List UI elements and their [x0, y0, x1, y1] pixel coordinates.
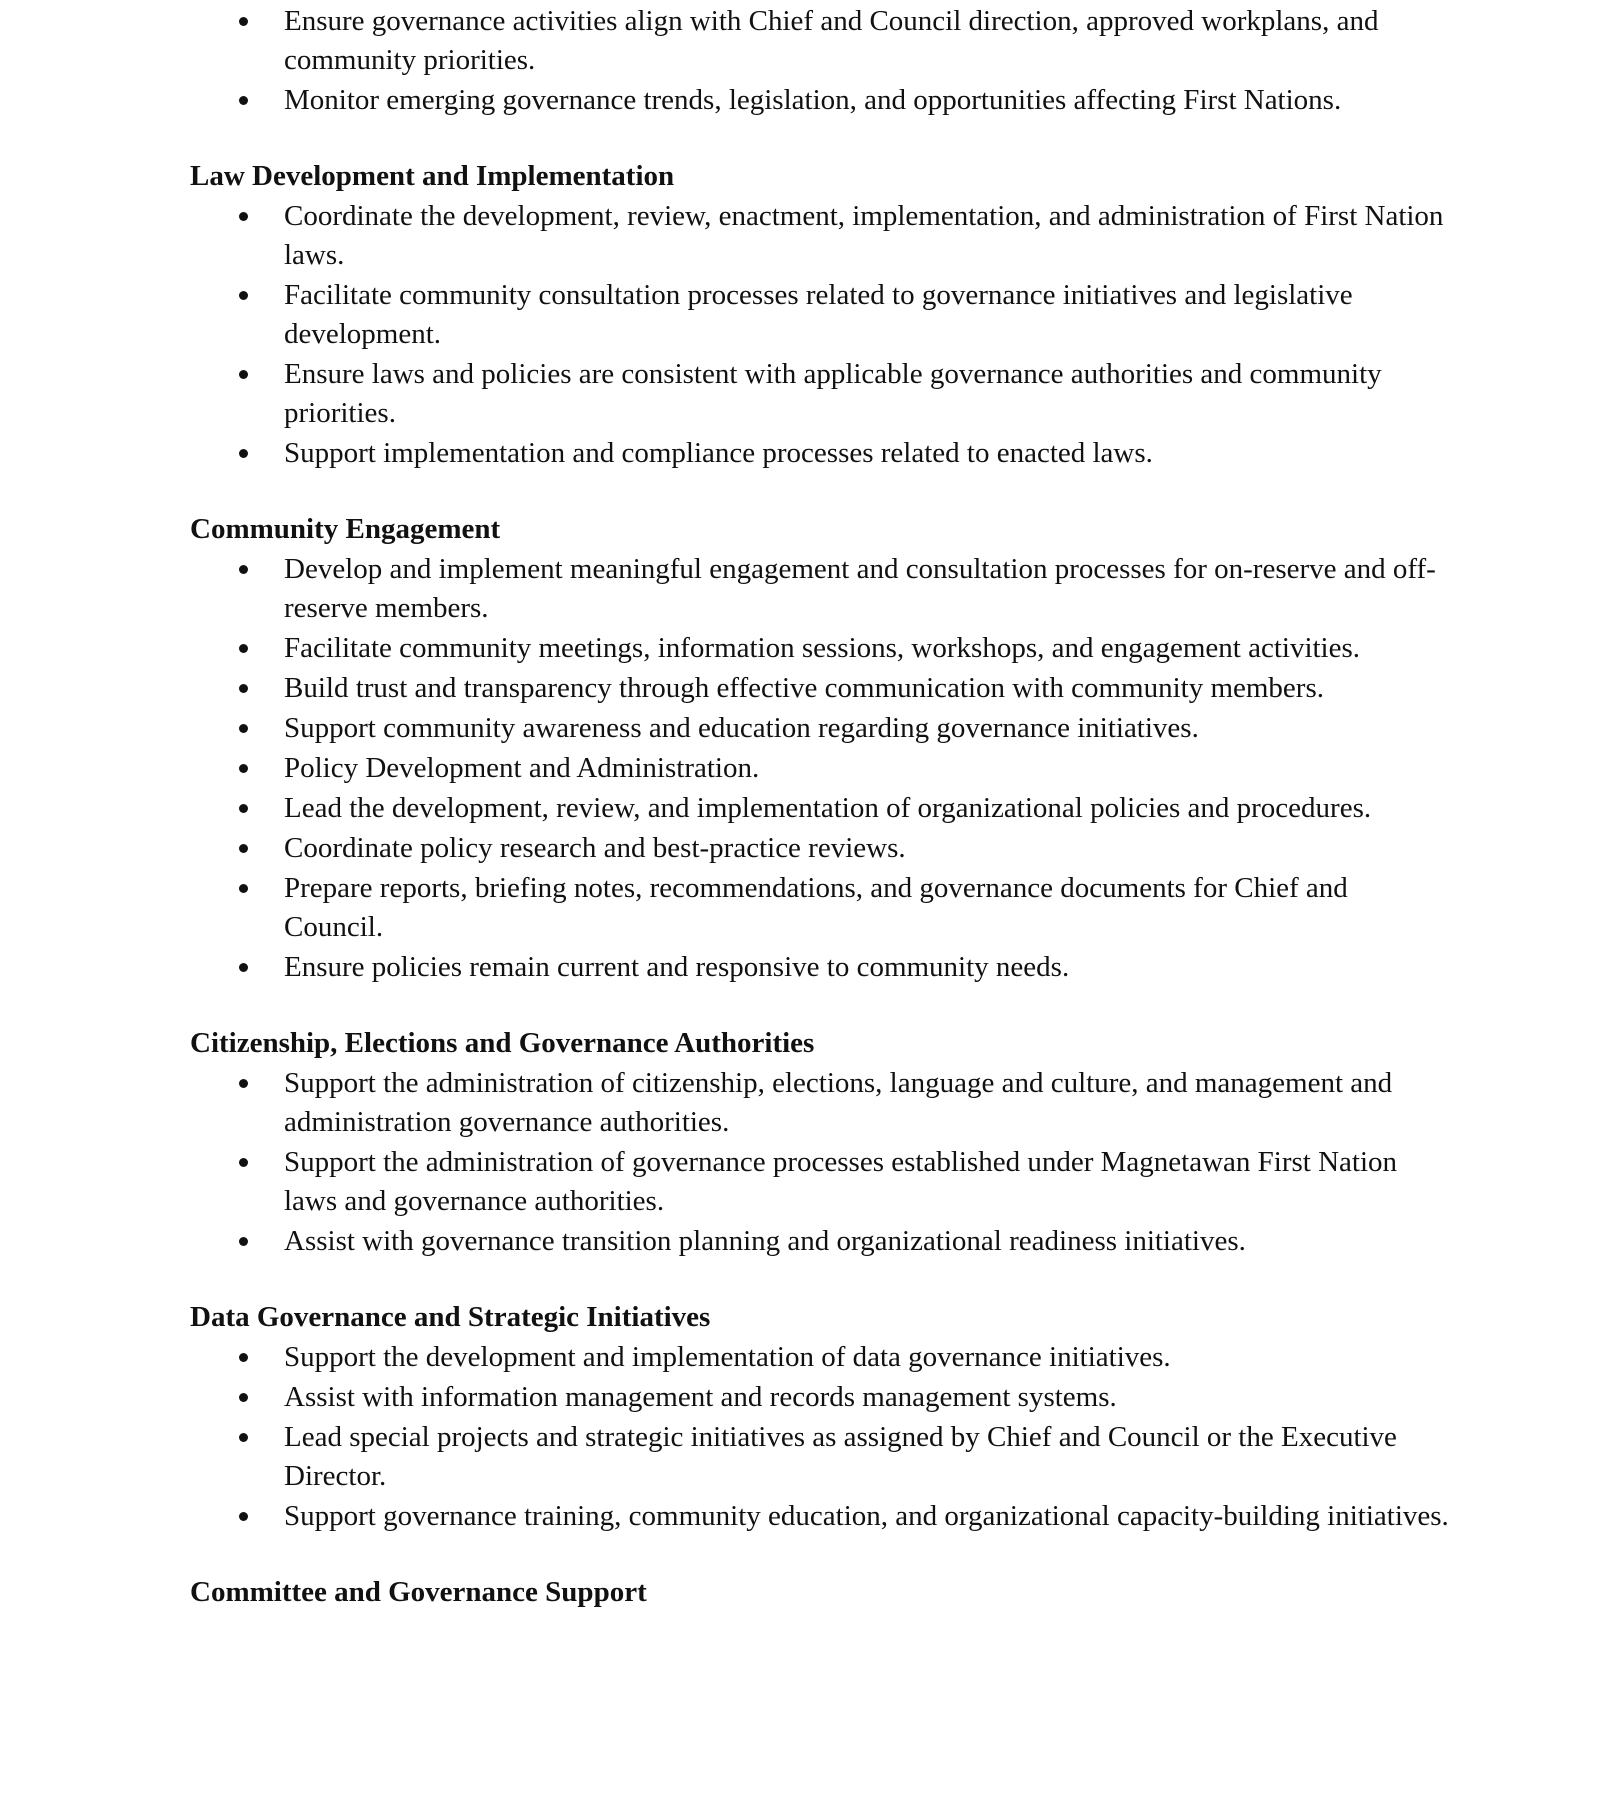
bullet-icon	[239, 1433, 248, 1442]
list-item-text: Assist with governance transition planning and organizational readiness initiatives.	[284, 1225, 1246, 1257]
list-item-text: Support governance training, community education, and organizational capacity-building initiatives.	[284, 1500, 1449, 1532]
list-item-text: Monitor emerging governance trends, legislation, and opportunities affecting First Nations.	[284, 84, 1342, 116]
bullet-list	[190, 197, 1450, 473]
bullet-list	[190, 550, 1450, 987]
bullet-icon	[239, 1393, 248, 1402]
bullet-list	[190, 1064, 1450, 1261]
list-item-text: Support the administration of governance processes established under Magnetawan First Nation laws and governance authorities.	[284, 1146, 1398, 1217]
bullet-icon	[239, 724, 248, 733]
bullet-icon	[239, 449, 248, 458]
section-heading: Citizenship, Elections and Governance Authorities	[190, 1027, 815, 1059]
list-item-text: Assist with information management and records management systems.	[284, 1381, 1117, 1413]
list-item-text: Support implementation and compliance processes related to enacted laws.	[284, 437, 1153, 469]
bullet-list	[190, 1338, 1450, 1536]
bullet-icon	[239, 644, 248, 653]
bullet-icon	[239, 684, 248, 693]
list-item	[190, 948, 1450, 987]
bullet-icon	[239, 291, 248, 300]
bullet-icon	[239, 884, 248, 893]
list-item-text: Support the development and implementation of data governance initiatives.	[284, 1341, 1171, 1373]
bullet-list	[190, 2, 1450, 120]
list-item	[190, 749, 1450, 788]
bullet-icon	[239, 1512, 248, 1521]
document-section	[190, 2, 1450, 120]
bullet-icon	[239, 1158, 248, 1167]
list-item	[190, 709, 1450, 748]
list-item	[190, 869, 1450, 947]
list-item-text: Ensure policies remain current and responsive to community needs.	[284, 951, 1070, 983]
list-item-text: Policy Development and Administration.	[284, 752, 760, 784]
list-item-text: Support community awareness and education regarding governance initiatives.	[284, 712, 1199, 744]
bullet-icon	[239, 963, 248, 972]
bullet-icon	[239, 844, 248, 853]
section-heading: Committee and Governance Support	[190, 1576, 647, 1608]
list-item-text: Lead special projects and strategic initiatives as assigned by Chief and Council or the Executive Director.	[284, 1421, 1397, 1492]
list-item-text: Prepare reports, briefing notes, recommendations, and governance documents for Chief and Council.	[284, 872, 1348, 943]
list-item	[190, 1338, 1450, 1377]
section-heading: Data Governance and Strategic Initiatives	[190, 1301, 711, 1333]
bullet-icon	[239, 1237, 248, 1246]
bullet-icon	[239, 96, 248, 105]
bullet-icon	[239, 565, 248, 574]
bullet-icon	[239, 370, 248, 379]
document-section	[190, 1024, 1450, 1261]
document-section	[190, 1573, 1450, 1611]
list-item-text: Build trust and transparency through effective communication with community members.	[284, 672, 1324, 704]
document-body	[190, 0, 1450, 1648]
list-item	[190, 197, 1450, 275]
list-item	[190, 81, 1450, 120]
list-item	[190, 550, 1450, 628]
list-item-text: Ensure governance activities align with Chief and Council direction, approved workplans, and community priorities.	[284, 5, 1379, 76]
section-heading: Community Engagement	[190, 513, 501, 545]
list-item	[190, 1378, 1450, 1417]
list-item	[190, 2, 1450, 80]
list-item	[190, 669, 1450, 708]
list-item	[190, 829, 1450, 868]
document-section	[190, 157, 1450, 473]
bullet-icon	[239, 1079, 248, 1088]
bullet-icon	[239, 1353, 248, 1362]
document-section	[190, 510, 1450, 987]
list-item	[190, 1143, 1450, 1221]
list-item	[190, 276, 1450, 354]
document-section	[190, 1298, 1450, 1536]
bullet-icon	[239, 764, 248, 773]
list-item	[190, 355, 1450, 433]
list-item-text: Facilitate community consultation processes related to governance initiatives and legislative development.	[284, 279, 1353, 350]
section-heading: Law Development and Implementation	[190, 160, 675, 192]
list-item-text: Coordinate policy research and best-practice reviews.	[284, 832, 906, 864]
list-item	[190, 434, 1450, 473]
list-item	[190, 1418, 1450, 1496]
list-item	[190, 629, 1450, 668]
list-item	[190, 1497, 1450, 1536]
list-item-text: Support the administration of citizenship, elections, language and culture, and management and administration governance authorities.	[284, 1067, 1393, 1138]
list-item	[190, 789, 1450, 828]
list-item-text: Coordinate the development, review, enactment, implementation, and administration of First Nation laws.	[284, 200, 1444, 271]
list-item-text: Ensure laws and policies are consistent with applicable governance authorities and community priorities.	[284, 358, 1382, 429]
list-item	[190, 1064, 1450, 1142]
bullet-icon	[239, 212, 248, 221]
bullet-icon	[239, 17, 248, 26]
list-item-text: Facilitate community meetings, information sessions, workshops, and engagement activities.	[284, 632, 1361, 664]
list-item-text: Lead the development, review, and implementation of organizational policies and procedures.	[284, 792, 1372, 824]
list-item-text: Develop and implement meaningful engagement and consultation processes for on-reserve and off-reserve members.	[284, 553, 1436, 624]
bullet-icon	[239, 804, 248, 813]
list-item	[190, 1222, 1450, 1261]
